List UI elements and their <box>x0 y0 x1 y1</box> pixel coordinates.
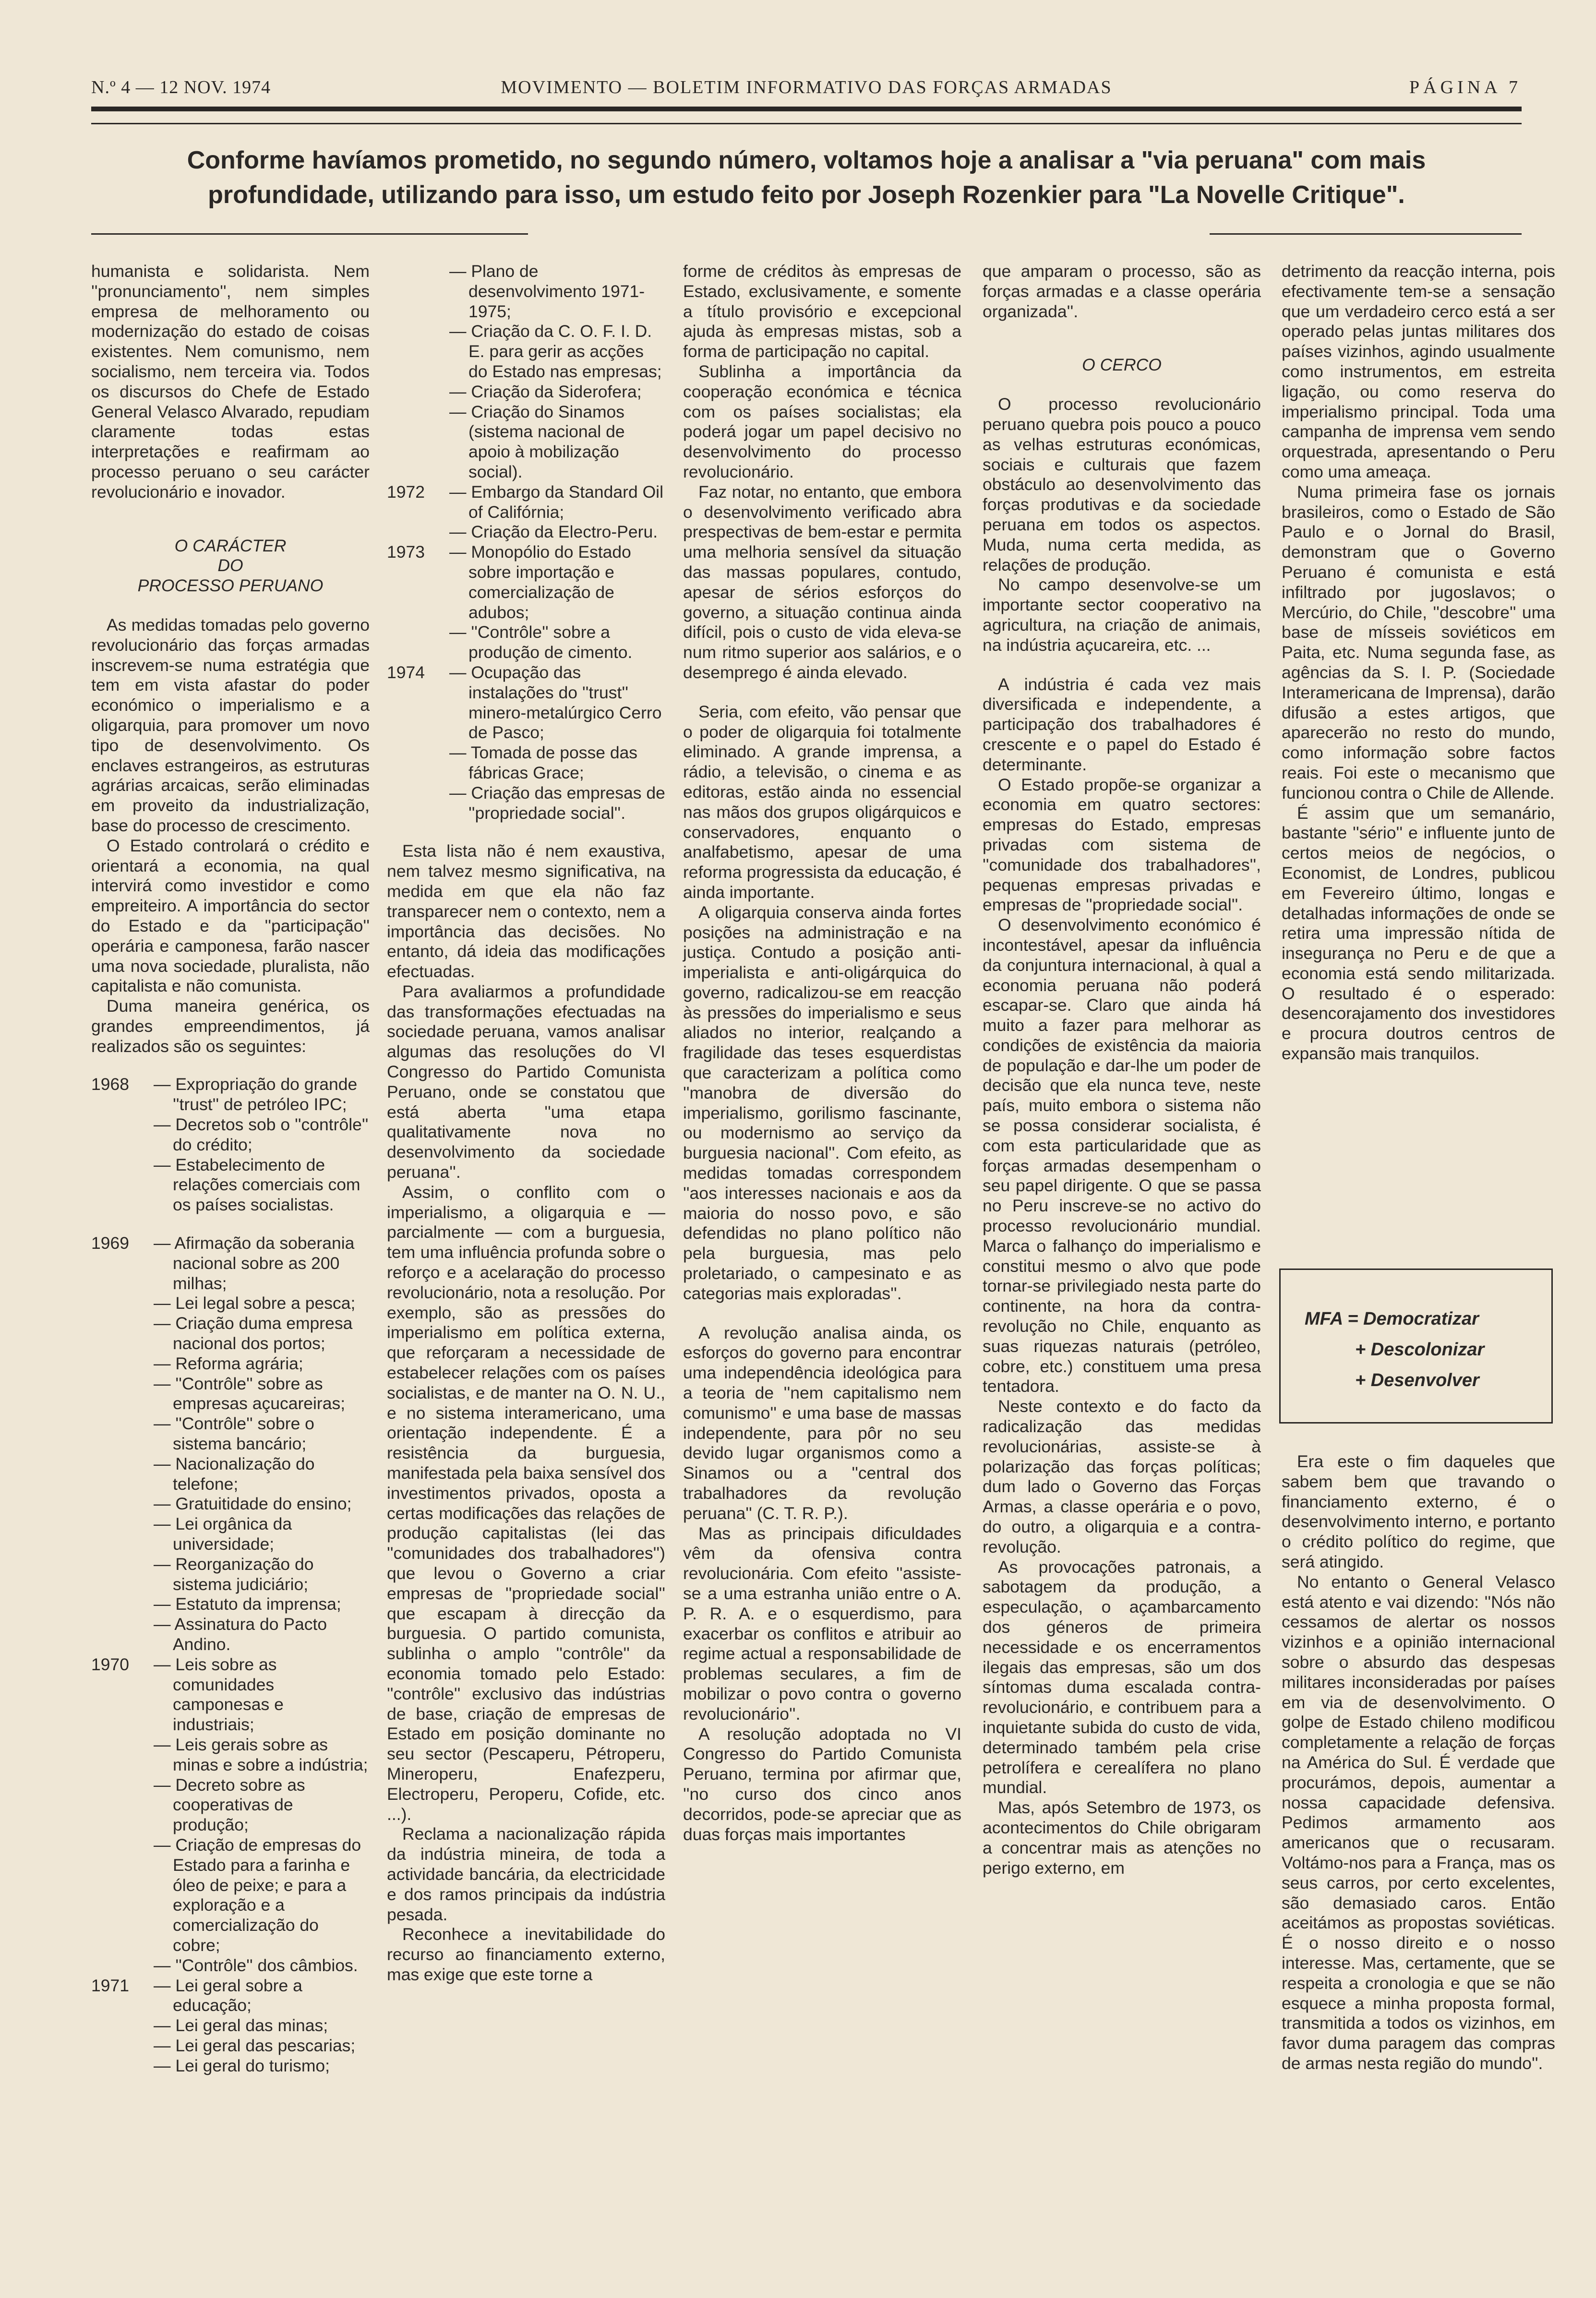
list-item: — Criação da C. O. F. I. D. E. para gerir as acções do Estado nas empresas; <box>449 322 662 381</box>
column-2 <box>387 262 665 1985</box>
list-item: — Criação de empresas do Estado para a farinha e óleo de peixe; e para a exploração e a comercialização do cobre; <box>154 1835 361 1955</box>
paragraph: Era este o fim daqueles que sabem bem que travando o financiamento externo, é o desenvolvimento interno, e portanto o crédito político do regime, que será atingido. <box>1282 1452 1555 1571</box>
list-item: — Expropriação do grande ''trust'' de petróleo IPC; <box>154 1075 358 1114</box>
paragraph: Esta lista não é nem exaustiva, nem talvez mesmo significativa, na medida em que ela não faz transparecer nem o contexto, nem a importância das decisões. No entanto, dá ideia das modificações efectuadas. <box>387 841 665 981</box>
list-item: — Lei geral das pescarias; <box>154 2035 356 2055</box>
list-item: — Criação das empresas de ''propriedade social''. <box>449 783 665 823</box>
issue-date: N.º 4 — 12 NOV. 1974 <box>91 77 271 97</box>
heading-line: O CERCO <box>1082 355 1162 375</box>
column-4 <box>983 262 1261 1878</box>
column-5-lower <box>1282 1452 1555 2074</box>
year-label: 1974 <box>387 662 425 682</box>
paragraph: No entanto o General Velasco está atento e vai dizendo: ''Nós não cessamos de alertar os nossos vizinhos e a opinião internacional sobre o absurdo das despesas militares inconsideradas por países em via de desenvolvimento. O golpe de Estado chileno modificou completamente a relação de forças na América do Sul. É verdade que procurámos, depois, aumentar a nossa capacidade defensiva. Pedimos armamento aos americanos que o recusaram. Voltámo-nos para a França, mas os seus carros, por certo excelentes, são demasiado caros. Então aceitámos as propostas soviéticas. É o nosso direito e o nosso interesse. Mas, certamente, que se respeita a cronologia e que se não esquece a minha proposta formal, transmitida a todos os vizinhos, em favor duma paragem das compras de armas nesta região do mundo''. <box>1282 1572 1555 2073</box>
list-item: — ''Contrôle'' sobre a produção de cimento. <box>449 622 633 662</box>
list-item: — ''Contrôle'' sobre o sistema bancário; <box>154 1414 314 1454</box>
paragraph: Mas as principais dificuldades vêm da ofensiva contra revolucionária. Com efeito ''assiste-se a uma estranha união entre o A. P. R. A. e o esquerdismo, para exacerbar os conflitos e atribuir ao regime actual a responsabilidade de problemas seculares, a fim de mobilizar o povo contra o governo revolucionário''. <box>683 1523 961 1724</box>
paragraph: Faz notar, no entanto, que embora o desenvolvimento verificado abra prespectivas de bem-estar e permita uma melhoria sensível da situação das massas populares, contudo, apesar de sérios esforços do governo, a situação continua ainda difícil, pois o custo de vida eleva-se num ritmo superior aos salários, e o desemprego é ainda elevado. <box>683 482 961 682</box>
year-label: 1969 <box>91 1233 129 1253</box>
section-heading <box>983 355 1261 375</box>
paragraph: Assim, o conflito com o imperialismo, a oligarquia e — parcialmente — com a burguesia, tem uma influência profunda sobre o reforço e a acelaração do processo revolucionário, nota a resolução. Por exemplo, são as pressões do imperialismo em política externa, que reforçaram a necessidade de estabelecer relações com os países socialistas, e de manter na O. N. U., e no sistema interamericano, uma orientação independente. É a resistência da burguesia, manifestada pela baixa sensível dos investimentos privados, oposta a certas modificações das relações de produção capitalistas (lei das ''comunidades dos trabalhadores'') que levou o Governo a criar empresas de ''propriedade social'' que escapam à direcção da burguesia. O partido comunista, sublinha o amplo ''contrôle'' da economia tomado pelo Estado: ''contrôle'' exclusivo das indústrias de base, criação de empresas de Estado em posição dominante no seu sector (Pescaperu, Pétroperu, Mineroperu, Enafezperu, Electroperu, Peroperu, Cofide, etc. ...). <box>387 1182 665 1824</box>
slogan-line: + Descolonizar <box>1355 1340 1485 1360</box>
paragraph: Numa primeira fase os jornais brasileiros, como o Estado de São Paulo e o Jornal do Brasil, demonstram que o Governo Peruano é comunista e está infiltrado por jugoslavos; o Mercúrio, do Chile, ''descobre'' uma base de mísseis soviéticos em Paita, etc. Numa segunda fase, as agências da S. I. P. (Sociedade Interamericana de Imprensa), darão difusão a estes artigos, que aparecerão no resto do mundo, como informação sobre factos reais. Foi este o mecanismo que funcionou contra o Chile de Allende. <box>1282 482 1555 802</box>
section-heading <box>91 536 370 596</box>
paragraph: O Estado controlará o crédito e orientará a economia, na qual intervirá como investidor e como empreiteiro. A importância do sector do Estado e da ''participação'' operária e camponesa, farão nascer uma nova sociedade, pluralista, não capitalista e não comunista. <box>91 836 370 996</box>
slogan-line: MFA = Democratizar <box>1305 1309 1479 1329</box>
paragraph: Duma maneira genérica, os grandes empreendimentos, já realizados são os seguintes: <box>91 996 370 1056</box>
paragraph: Para avaliarmos a profundidade das transformações efectuadas na sociedade peruana, vamos analisar algumas das resoluções do VI Congresso do Partido Comunista Peruano, onde se constatou que está aberta ''uma etapa qualitativamente nova no desenvolvimento da sociedade peruana''. <box>387 981 665 1182</box>
paragraph: Reclama a nacionalização rápida da indústria mineira, de toda a actividade bancária, da electricidade e dos ramos principais da indústria pesada. <box>387 1824 665 1924</box>
list-item: — Embargo da Standard Oil of Califórnia; <box>449 482 663 522</box>
paragraph: forme de créditos às empresas de Estado, exclusivamente, e somente a título provisório e excepcional ajuda às empresas mistas, sob a forma de participação no capital. <box>683 262 961 361</box>
paragraph: Seria, com efeito, vão pensar que o poder de oligarquia foi totalmente eliminado. A grande imprensa, a rádio, a televisão, o cinema e as editoras, estão ainda no essencial nas mãos dos grupos oligárquicos e conservadores, enquanto o analfabetismo, apesar de uma reforma progressista da educação, é ainda importante. <box>683 702 961 902</box>
list-item: — Ocupação das instalações do ''trust'' minero-metalúrgico Cerro de Pasco; <box>449 662 662 742</box>
year-label: 1971 <box>91 1975 129 1995</box>
paragraph: O desenvolvimento económico é incontestável, apesar da influência da conjuntura internacional, à qual a economia peruana não poderá escapar-se. Claro que ainda há muito a fazer para melhorar as condições de existência da maioria de população e dar-lhe um poder de decisão que ela nunca teve, neste país, muito embora o sistema não se possa considerar socialista, é com esta particularidade que as forças armadas desempenham o seu papel dirigente. O que se passa no Peru inscreve-se no activo do processo revolucionário mundial. Marca o falhanço do imperialismo e constitui mesmo o alvo que pode tornar-se privilegiado nesta parte do continente, na hora da contra-revolução no Chile, enquanto as suas riquezas naturais (petróleo, cobre, etc.) constituem uma presa tentadora. <box>983 915 1261 1396</box>
paragraph: O processo revolucionário peruano quebra pois pouco a pouco as velhas estruturas económicas, sociais e culturais que fazem obstáculo ao desenvolvimento das forças produtivas e da sociedade peruana em todos os aspectos. Muda, numa certa medida, as relações de produção. <box>983 395 1261 574</box>
page-number: PÁGINA 7 <box>1409 77 1522 97</box>
list-item: — Criação da Siderofera; <box>449 382 642 401</box>
paragraph: Neste contexto e do facto da radicalização das medidas revolucionárias, assiste-se à polarização das forças políticas; dum lado o Governo das Forças Armas, a classe operária e o povo, do outro, a oligarquia e a contra-revolução. <box>983 1397 1261 1556</box>
paragraph: As provocações patronais, a sabotagem da produção, a especulação, o açambarcamento dos géneros de primeira necessidade e os encerramentos ilegais das empresas, são um dos síntomas duma escalada contra-revolucionário, e contribuem para a inquietante subida do custo de vida, determinado também pela crise petrolífera e cerealífera no plano mundial. <box>983 1557 1261 1797</box>
paragraph: Mas, após Setembro de 1973, os acontecimentos do Chile obrigaram a concentrar mais as atenções no perigo externo, em <box>983 1798 1261 1878</box>
paragraph: A resolução adoptada no VI Congresso do Partido Comunista Peruano, termina por afirmar que, ''no curso dos cinco anos decorridos, pode-se apreciar que as duas forças mais importantes <box>683 1724 961 1844</box>
column-5 <box>1282 262 1555 1064</box>
paragraph: O Estado propõe-se organizar a economia em quatro sectores: empresas do Estado, empresas privadas com sistema de ''comunidade dos trabalhadores'', pequenas empresas privadas e empresas de ''propriedade social''. <box>983 775 1261 915</box>
paragraph: É assim que um semanário, bastante ''sério'' e influente junto de certos meios de negócios, o Economist, de Londres, publicou em Fevereiro último, longas e detalhadas informações de onde se retira uma impressão nítida de insegurança no Peru e de que a economia está sendo militarizada. O resultado é o esperado: desencorajamento dos investidores e procura doutros centros de expansão mais tranquilos. <box>1282 803 1555 1064</box>
list-item: — Criação da Electro-Peru. <box>449 522 658 542</box>
list-item: — Leis gerais sobre as minas e sobre a indústria; <box>154 1735 368 1774</box>
list-item: — Gratuitidade do ensino; <box>154 1494 352 1514</box>
column-1 <box>91 262 370 2076</box>
year-block-1971-cont <box>387 262 665 482</box>
list-item: — Assinatura do Pacto Andino. <box>154 1615 327 1654</box>
paragraph: As medidas tomadas pelo governo revolucionário das forças armadas inscrevem-se numa estratégia que tem em vista afastar do poder económico o imperialismo e a oligarquia, para promover um novo tipo de desenvolvimento. Os enclaves estrangeiros, as estruturas agrárias arcaicas, serão eliminadas em proveito da industrialização, base do processo de crescimento. <box>91 615 370 835</box>
lead-line-1: Conforme havíamos prometido, no segundo número, voltamos hoje a analisar a "via peruana" com mais <box>187 146 1426 174</box>
list-item: — Lei geral do turismo; <box>154 2056 330 2075</box>
list-item: — Nacionalização do telefone; <box>154 1454 315 1494</box>
header-rule-thin <box>91 123 1522 124</box>
list-item: — Estatuto da imprensa; <box>154 1594 341 1614</box>
heading-line: PROCESSO PERUANO <box>137 576 324 596</box>
list-item: — Criação duma empresa nacional dos portos; <box>154 1314 353 1353</box>
list-item: — Criação do Sinamos (sistema nacional de apoio à mobilização social). <box>449 402 625 481</box>
list-item: — ''Contrôle'' sobre as empresas açucareiras; <box>154 1374 346 1413</box>
list-item: — Decreto sobre as cooperativas de produção; <box>154 1775 305 1835</box>
column-3 <box>683 262 961 1844</box>
year-block-1968 <box>91 1075 370 1215</box>
paragraph: humanista e solidarista. Nem ''pronunciamento'', nem simples empresa de melhoramento ou modernização do estado de coisas existentes. Nem comunismo, nem socialismo, nem terceira via. Todos os discursos do Chefe de Estado General Velasco Alvarado, repudiam claramente todas estas interpretações e reafirmam ao processo peruano o seu carácter revolucionário e inovador. <box>91 262 370 502</box>
year-label: 1970 <box>91 1654 129 1674</box>
paragraph: detrimento da reacção interna, pois efectivamente tem-se a sensação que um verdadeiro cerco está a ser operado pelas juntas militares dos países vizinhos, agindo usualmente como instrumentos, em estreita ligação, ou como reserva do imperialismo principal. Toda uma campanha de imprensa vem sendo orquestrada, apresentando o Peru como uma ameaça. <box>1282 262 1555 481</box>
year-block-1971 <box>91 1976 370 2076</box>
paragraph: que amparam o processo, são as forças armadas e a classe operária organizada''. <box>983 262 1261 321</box>
publication-title: MOVIMENTO — BOLETIM INFORMATIVO DAS FORÇAS ARMADAS <box>501 77 1112 97</box>
year-block-1970 <box>91 1655 370 1976</box>
list-item: — Tomada de posse das fábricas Grace; <box>449 743 638 782</box>
year-block-1969 <box>91 1233 370 1655</box>
header-rule-thick <box>91 107 1522 111</box>
list-item: — Lei orgânica da universidade; <box>154 1514 292 1554</box>
paragraph: A oligarquia conserva ainda fortes posições na administração e na justiça. Contudo a posição anti-imperialista e anti-oligárquica do governo, radicalizou-se em reacção às pressões do imperialismo e seus aliados no interior, realçando a fragilidade das teses esquerdistas que caracterizam a política como ''manobra de diversão do imperialismo, gorilismo fascinante, ou modernismo ao serviço da burguesia nacional''. Com efeito, as medidas tomadas correspondem ''aos interesses nacionais e aos da maioria do nosso povo, e são defendidas no plano político não pela burguesia, mas pelo proletariado, o campesinato e as categorias mais exploradas''. <box>683 902 961 1303</box>
list-item: — Reorganização do sistema judiciário; <box>154 1554 314 1594</box>
heading-line: DO <box>217 556 243 575</box>
paragraph: Sublinha a importância da cooperação económica e técnica com os países socialistas; ela poderá jogar um papel decisivo no desenvolvimento do processo revolucionário. <box>683 361 961 481</box>
year-label: 1972 <box>387 482 425 502</box>
slogan-line: + Desenvolver <box>1355 1370 1479 1390</box>
list-item: — Reforma agrária; <box>154 1353 303 1373</box>
list-item: — ''Contrôle'' dos câmbios. <box>154 1955 358 1975</box>
list-item: — Lei legal sobre a pesca; <box>154 1293 356 1313</box>
paragraph: A indústria é cada vez mais diversificada e independente, a participação dos trabalhadores é crescente e o papel do Estado é determinante. <box>983 674 1261 774</box>
mfa-slogan-box <box>1279 1269 1553 1424</box>
list-item: — Monopólio do Estado sobre importação e comercialização de adubos; <box>449 542 631 622</box>
list-item: — Estabelecimento de relações comerciais com os países socialistas. <box>154 1155 360 1215</box>
list-item: — Plano de desenvolvimento 1971-1975; <box>449 262 645 321</box>
paragraph: No campo desenvolve-se um importante sector cooperativo na agricultura, na criação de animais, na indústria açucareira, etc. ... <box>983 575 1261 655</box>
page-header <box>91 77 1522 106</box>
year-label: 1973 <box>387 542 425 562</box>
lead-line-2: profundidade, utilizando para isso, um estudo feito por Joseph Rozenkier para "La Novelle Critique". <box>208 181 1405 209</box>
lead-rule-left <box>91 233 528 235</box>
year-block-1972 <box>387 482 665 542</box>
list-item: — Decretos sob o ''contrôle'' do crédito; <box>154 1115 369 1154</box>
lead-rule-right <box>1210 233 1522 235</box>
paragraph: Reconhece a inevitabilidade do recurso ao financiamento externo, mas exige que este torne a <box>387 1925 665 1984</box>
paragraph: A revolução analisa ainda, os esforços do governo para encontrar uma independência ideológica para a teoria de ''nem capitalismo nem comunismo'' e uma base de massas independente, para pôr no seu devido lugar organismos como a Sinamos ou a ''central dos trabalhadores da revolução peruana'' (C. T. R. P.). <box>683 1323 961 1523</box>
list-item: — Leis sobre as comunidades camponesas e industriais; <box>154 1654 284 1735</box>
year-block-1973 <box>387 542 665 663</box>
lead-paragraph <box>91 143 1522 212</box>
list-item: — Lei geral das minas; <box>154 2016 328 2035</box>
heading-line: O CARÁCTER <box>174 536 287 555</box>
year-label: 1968 <box>91 1075 129 1094</box>
year-block-1974 <box>387 663 665 823</box>
list-item: — Afirmação da soberania nacional sobre as 200 milhas; <box>154 1233 355 1293</box>
list-item: — Lei geral sobre a educação; <box>154 1975 302 2015</box>
